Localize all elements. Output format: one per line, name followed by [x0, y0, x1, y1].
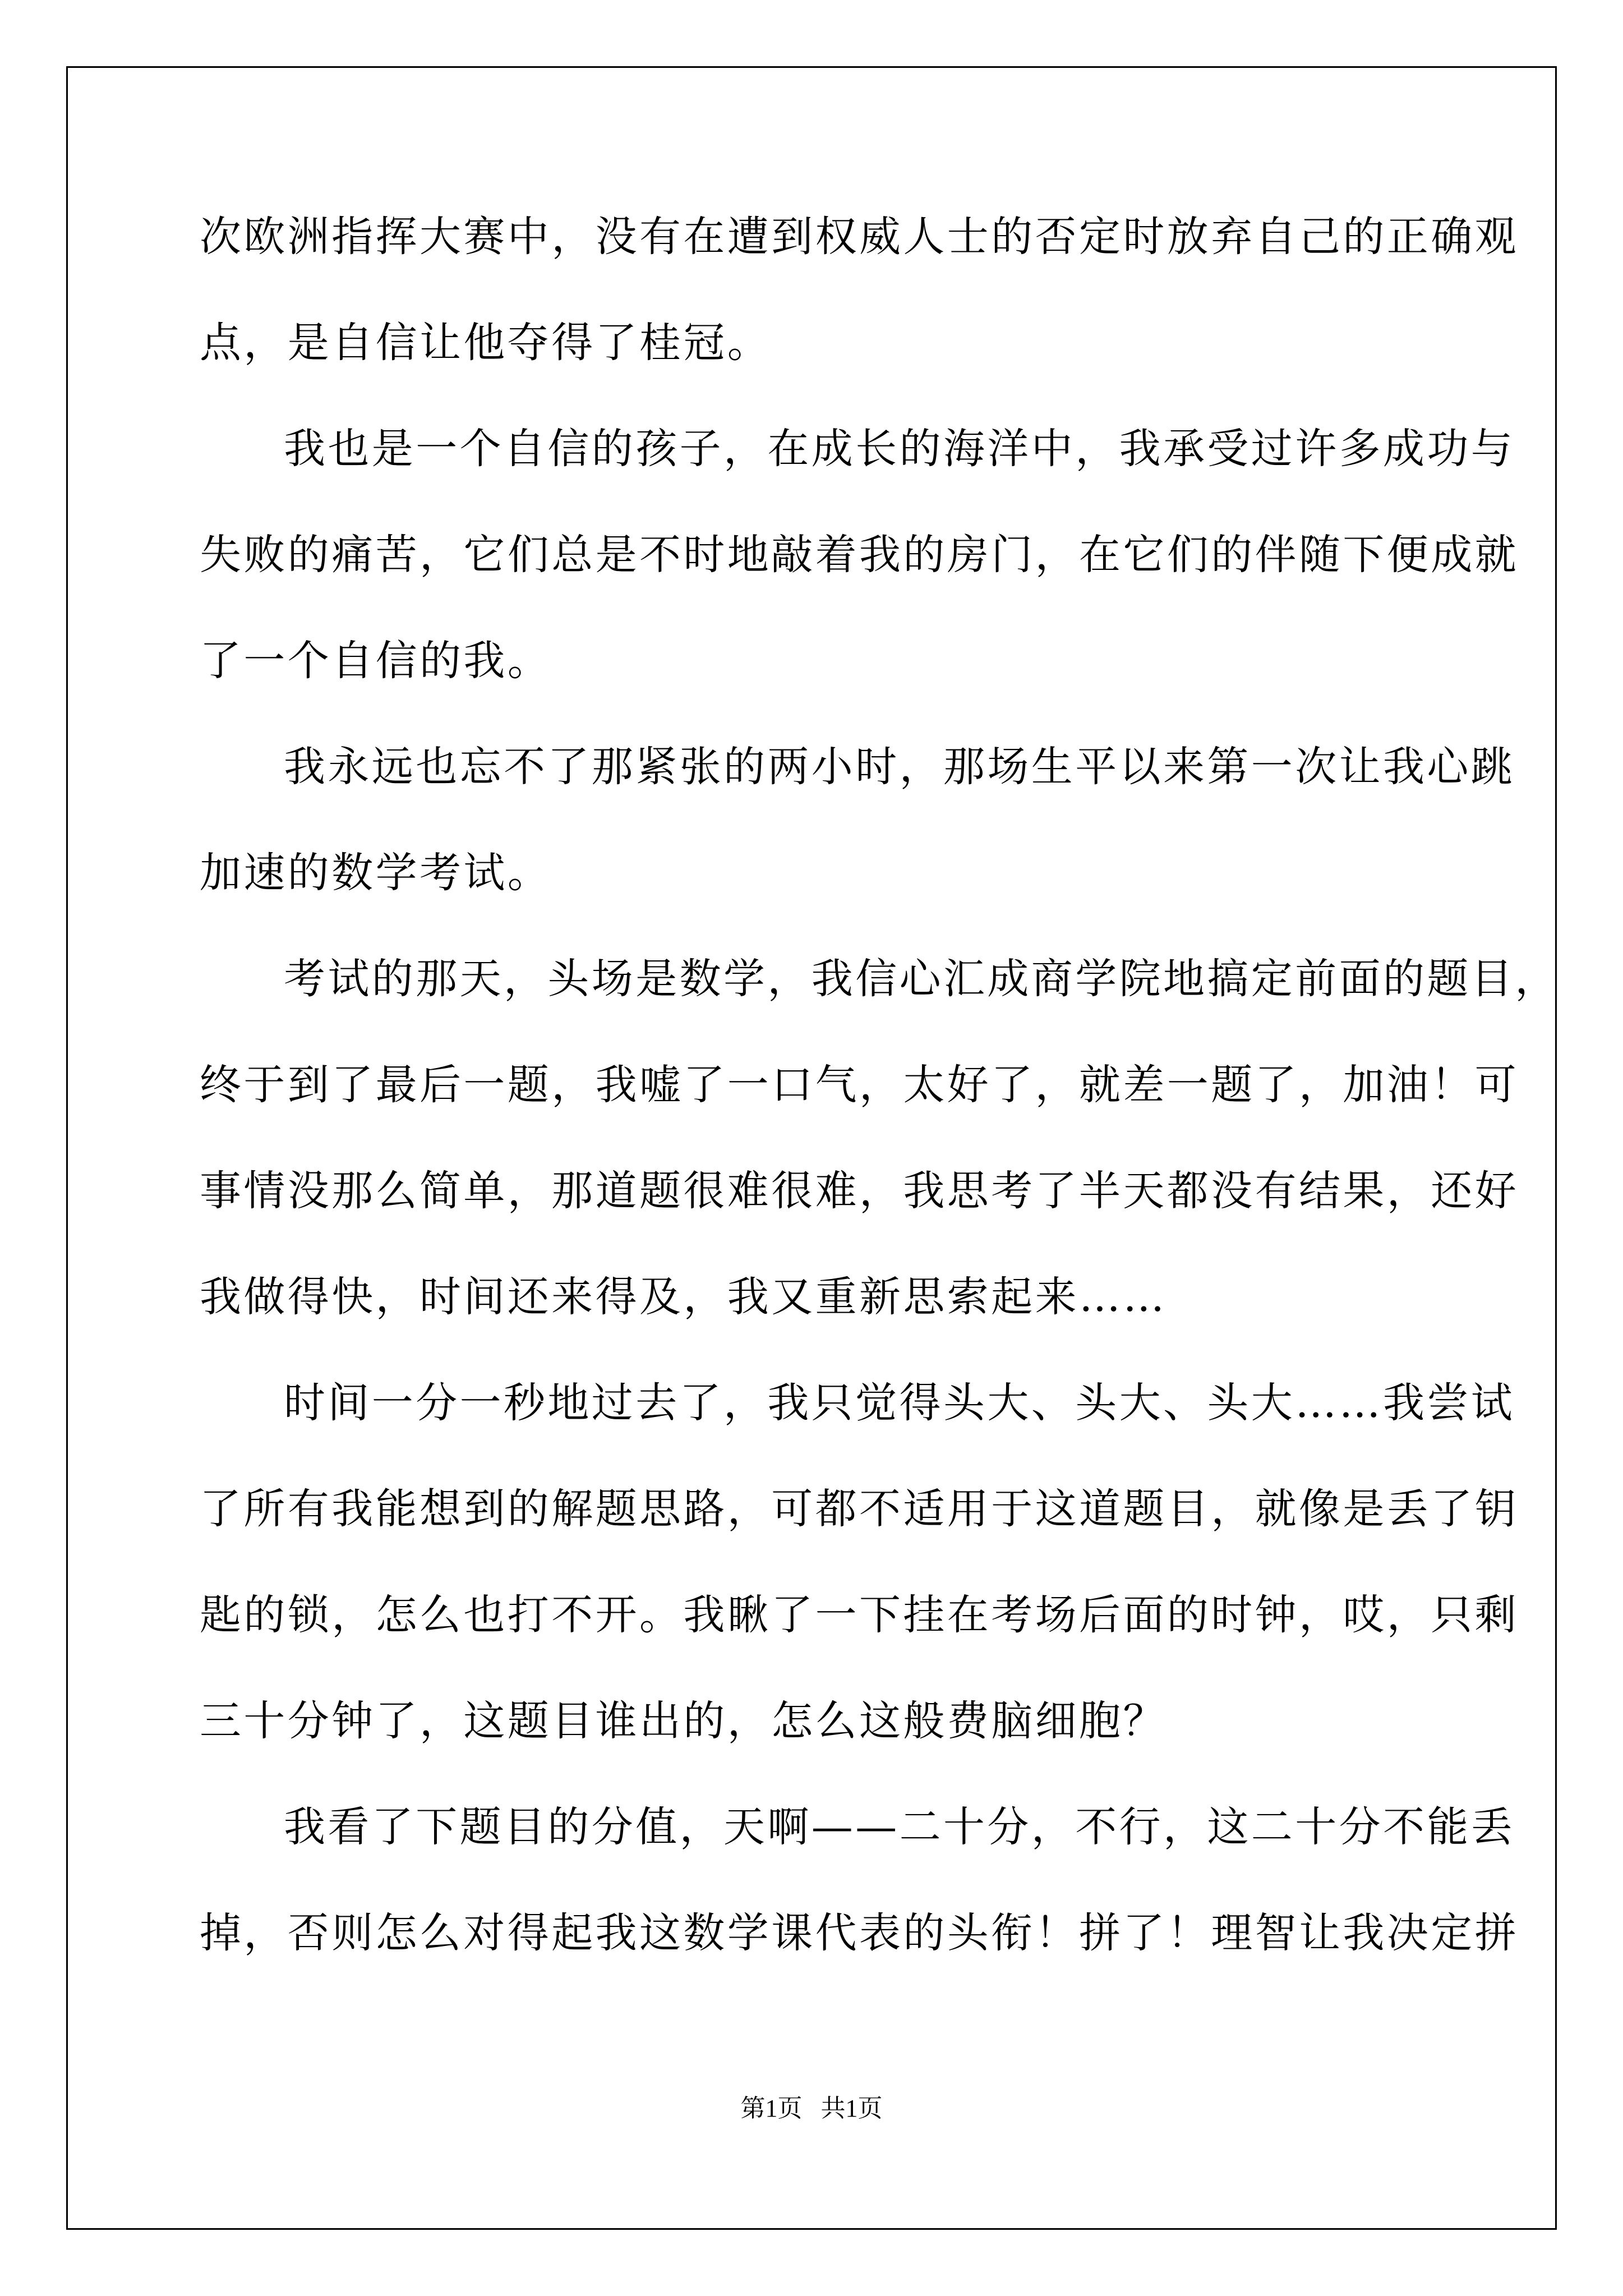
text-line-16: 我看了下题目的分值，天啊——二十分，不行，这二十分不能丢	[284, 1803, 1515, 1851]
document-body	[200, 213, 1559, 2018]
text-line-2: 点，是自信让他夺得了桂冠。	[200, 319, 772, 367]
text-line-1: 次欧洲指挥大赛中，没有在遭到权威人士的否定时放弃自己的正确观	[200, 213, 1519, 261]
text-line-7: 加速的数学考试。	[200, 849, 552, 897]
text-line-14: 匙的锁，怎么也打不开。我瞅了一下挂在考场后面的时钟，哎，只剩	[200, 1591, 1519, 1639]
text-line-11: 我做得快，时间还来得及，我又重新思索起来……	[200, 1273, 1167, 1321]
text-line-3: 我也是一个自信的孩子，在成长的海洋中，我承受过许多成功与	[284, 425, 1515, 473]
text-line-4: 失败的痛苦，它们总是不时地敲着我的房门，在它们的伴随下便成就	[200, 531, 1519, 579]
text-line-17: 掉，否则怎么对得起我这数学课代表的头衔！拼了！理智让我决定拼	[200, 1909, 1519, 1957]
text-line-6: 我永远也忘不了那紧张的两小时，那场生平以来第一次让我心跳	[284, 743, 1515, 791]
text-line-9: 终于到了最后一题，我嘘了一口气，太好了，就差一题了，加油！可	[200, 1061, 1519, 1109]
text-line-12: 时间一分一秒地过去了，我只觉得头大、头大、头大……我尝试	[284, 1379, 1515, 1427]
text-line-5: 了一个自信的我。	[200, 637, 552, 685]
text-line-13: 了所有我能想到的解题思路，可都不适用于这道题目，就像是丢了钥	[200, 1485, 1519, 1533]
text-line-10: 事情没那么简单，那道题很难很难，我思考了半天都没有结果，还好	[200, 1167, 1519, 1215]
page-number-footer: 第1页 共1页	[740, 2095, 883, 2122]
text-line-15: 三十分钟了，这题目谁出的，怎么这般费脑细胞？	[200, 1697, 1167, 1745]
text-line-8: 考试的那天，头场是数学，我信心汇成商学院地搞定前面的题目，	[284, 955, 1559, 1003]
